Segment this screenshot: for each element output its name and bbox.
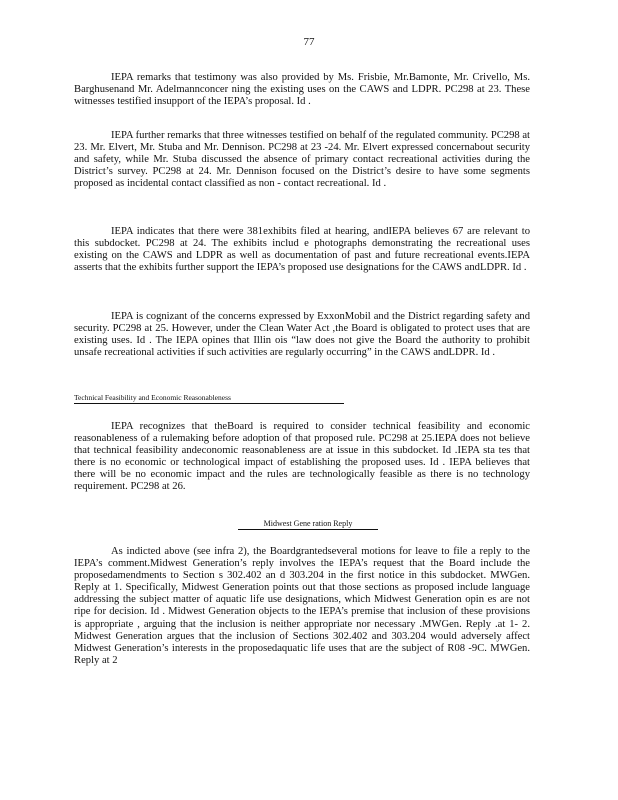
paragraph-exhibits: IEPA indicates that there were 381exhibits filed at hearing, andIEPA believes 67 are relevant to this subdocket. PC298 at 24. The exhibits includ e photographs demonstrating the recreational uses existing on the CAWS and LDPR as well as documentation of past and future recreational events.IEPA asserts that the exhibits further support the IEPA’s proposed use designations for the CAWS andLDPR. Id .: [74, 226, 530, 274]
paragraph-midwest-generation: As indicted above (see infra 2), the Boardgrantedseveral motions for leave to file a reply to the IEPA’s comment.Midwest Generation’s reply involves the IEPA’s request that the Board include the proposedamendments to Section s 302.402 an d 303.204 in the first notice in this subdocket. MWGen. Reply at 1. Specifically, Midwest Generation points out that those sections as proposed include language addressing the subject matter of aquatic life use designations, which Midwest Generation opin es are not ripe for decision. Id . Midwest Generation objects to the IEPA’s premise that inclusion of these provisions is appropriate , arguing that the inclusion is neither appropriate nor necessary .MWGen. Reply .at 1- 2. Midwest Generation argues that the inclusion of Sections 302.402 and 303.204 would adversely affect Midwest Generation’s interests in the proposedaquatic life uses that are the subject of R08 -9C. MWGen. Reply at 2: [74, 546, 530, 666]
paragraph-safety-security: IEPA is cognizant of the concerns expressed by ExxonMobil and the District regarding safety and security. PC298 at 25. However, under the Clean Water Act ,the Board is obligated to protect uses that are existing uses. Id . The IEPA opines that Illin ois “law does not give the Board the authority to prohibit unsafe recreational activities if such activities are regularly occurring” in the CAWS andLDPR. Id .: [74, 311, 530, 359]
section-heading-midwest-generation-reply: Midwest Gene ration Reply: [238, 519, 378, 530]
section-heading-technical-feasibility: Technical Feasibility and Economic Reasonableness: [74, 393, 344, 404]
paragraph-frisbie-testimony: IEPA remarks that testimony was also provided by Ms. Frisbie, Mr.Bamonte, Mr. Crivello, Ms. Barghusenand Mr. Adelmannconcer ning the existing uses on the CAWS and LDPR. PC298 at 23. These witnesses testified insupport of the IEPA’s proposal. Id .: [74, 72, 530, 108]
paragraph-economic-reasonableness: IEPA recognizes that theBoard is required to consider technical feasibility and economic reasonableness of a rulemaking before adoption of that proposed rule. PC298 at 25.IEPA does not believe that technical feasibility andeconomic reasonableness are at issue in this subdocket. Id .IEPA sta tes that there is no economic or technological impact of establishing the proposed uses. Id . IEPA believes that there will be no economic impact and the rules are technologically feasible as there is no technology requirement. PC298 at 26.: [74, 421, 530, 493]
page-number: 77: [303, 36, 315, 48]
paragraph-regulated-witnesses: IEPA further remarks that three witnesses testified on behalf of the regulated community. PC298 at 23. Mr. Elvert, Mr. Stuba and Mr. Dennison. PC298 at 23 -24. Mr. Elvert expressed concernabout security and safety, while Mr. Stuba discussed the absence of primary contact recreational activities during the District’s survey. PC298 at 24. Mr. Dennison focused on the District’s desire to have some segments proposed as incidental contact classified as non - contact recreational. Id .: [74, 130, 530, 190]
